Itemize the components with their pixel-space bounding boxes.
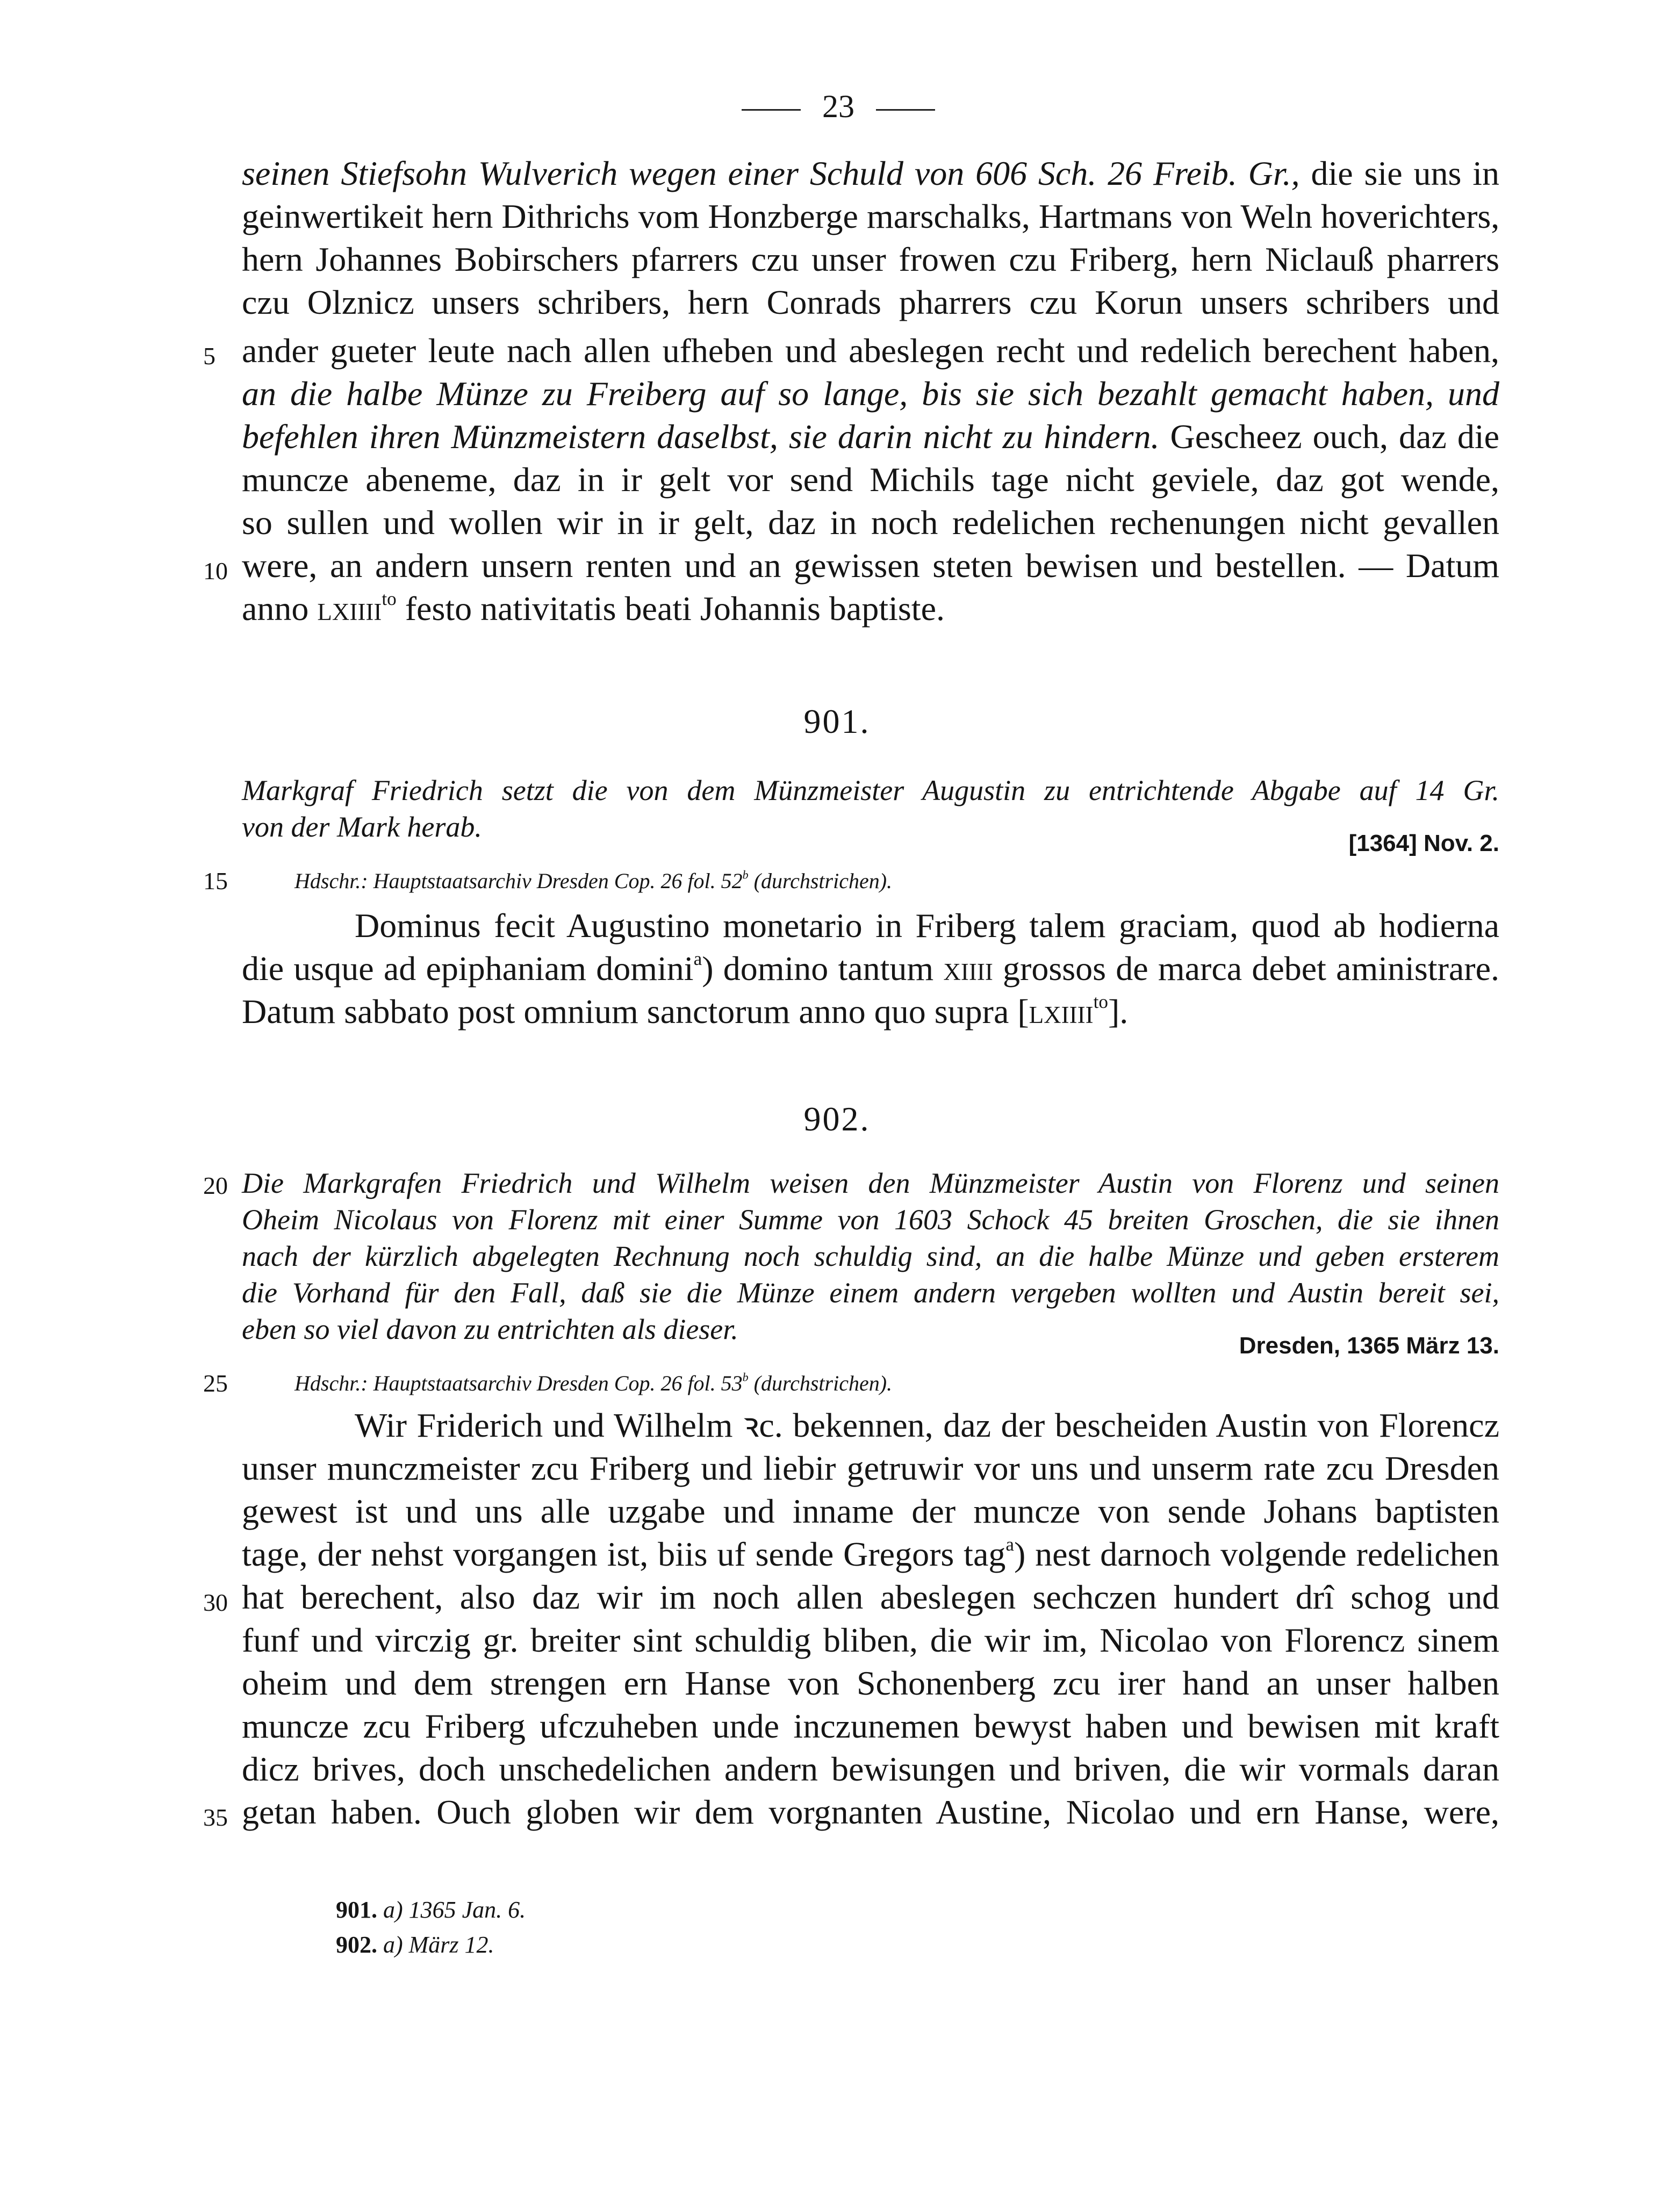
regest-line: Oheim Nicolaus von Florenz mit einer Summe von 1603 Schock 45 breiten Groschen, die sie ihnen	[242, 1204, 1499, 1236]
line-number: 10	[203, 557, 228, 585]
text-line: Datum sabbato post omnium sanctorum anno quo supra [lxiiii$^{to}$].	[242, 991, 1129, 1031]
page-number: 23	[720, 85, 957, 128]
text-line: getan haben. Ouch globen wir dem vorgnanten Austine, Nicolao und ern Hanse, were,	[242, 1793, 1499, 1831]
text-line: anno lxiiii$^{to}$ festo nativitatis beati Johannis baptiste.	[242, 588, 945, 628]
text-line: funf und virczig gr. breiter sint schuldig bliben, die wir im, Nicolao von Florencz sinem	[242, 1621, 1499, 1659]
document-date: [1364] Nov. 2.	[1348, 830, 1499, 856]
text-line: oheim und dem strengen ern Hanse von Schonenberg zcu irer hand an unser halben	[242, 1664, 1499, 1702]
footnote: 901. a) 1365 Jan. 6.	[336, 1897, 526, 1923]
rule-left	[742, 109, 801, 111]
text-line: befehlen ihren Münzmeistern daselbst, sie darin nicht zu hindern. Gescheez ouch, daz die	[242, 417, 1500, 456]
document-number: 902.	[803, 1100, 871, 1138]
text-line: geinwertikeit hern Dithrichs vom Honzberge marschalks, Hartmans von Weln hoverichters,	[242, 197, 1500, 235]
source-note: Hdschr.: Hauptstaatsarchiv Dresden Cop. 26 fol. 52$^b$ (durchstrichen).	[294, 868, 893, 893]
text-line: unser munczmeister zcu Friberg und liebir getruwir vor uns und unserm rate zcu Dresden	[242, 1449, 1499, 1487]
text-line: Wir Friderich und Wilhelm ꝛc. bekennen, daz der bescheiden Austin von Florencz	[355, 1406, 1499, 1444]
text-line: were, an andern unsern renten und an gewissen steten bewisen und bestellen. — Datum	[242, 546, 1499, 585]
line-number: 15	[203, 867, 228, 895]
text-line: czu Olznicz unsers schribers, hern Conrads pharrers czu Korun unsers schribers und	[242, 283, 1499, 321]
rule-right	[876, 109, 935, 111]
text-line: ander gueter leute nach allen ufheben und abeslegen recht und redelich berechent haben,	[242, 332, 1499, 370]
source-note: Hdschr.: Hauptstaatsarchiv Dresden Cop. 26 fol. 53$^b$ (durchstrichen).	[294, 1370, 893, 1395]
regest-line: die Vorhand für den Fall, daß sie die Münze einem andern vergeben wollten und Austin bereit sei,	[242, 1277, 1499, 1309]
document-date: Dresden, 1365 März 13.	[1239, 1332, 1499, 1359]
regest-line: Markgraf Friedrich setzt die von dem Münzmeister Augustin zu entrichtende Abgabe auf 14 Gr.	[242, 774, 1499, 806]
regest-line: nach der kürzlich abgelegten Rechnung noch schuldig sind, an die halbe Münze und geben ersterem	[242, 1240, 1499, 1272]
text-line: hat berechent, also daz wir im noch allen abeslegen sechczen hundert drî schog und	[242, 1578, 1499, 1616]
regest-line: Die Markgrafen Friedrich und Wilhelm weisen den Münzmeister Austin von Florenz und seinen	[242, 1167, 1499, 1199]
text-line: muncze abeneme, daz in ir gelt vor send Michils tage nicht geviele, daz got wende,	[242, 460, 1499, 499]
text-line: die usque ad epiphaniam domini$^a$) domino tantum xiiii grossos de marca debet aministrare.	[242, 948, 1500, 988]
footnote: 902. a) März 12.	[336, 1932, 494, 1958]
text-line: so sullen und wollen wir in ir gelt, daz in noch redelichen rechenungen nicht gevallen	[242, 503, 1499, 542]
text-line: Dominus fecit Augustino monetario in Friberg talem graciam, quod ab hodierna	[355, 906, 1499, 945]
line-number: 35	[203, 1804, 228, 1831]
line-number: 30	[203, 1589, 228, 1616]
text-line: tage, der nehst vorgangen ist, biis uf sende Gregors tag$^a$) nest darnoch volgende redelichen	[242, 1533, 1500, 1573]
line-number: 20	[203, 1172, 228, 1199]
regest-line: von der Mark herab.	[242, 811, 482, 843]
text-line: muncze zcu Friberg ufczuheben unde inczunemen bewyst haben und bewisen mit kraft	[242, 1707, 1499, 1745]
text-line: gewest ist und uns alle uzgabe und inname der muncze von sende Johans baptisten	[242, 1492, 1499, 1530]
regest-line: eben so viel davon zu entrichten als dieser.	[242, 1313, 738, 1345]
text-line: hern Johannes Bobirschers pfarrers czu unser frowen czu Friberg, hern Niclauß pharrers	[242, 240, 1499, 278]
line-number: 25	[203, 1370, 228, 1397]
text-line: dicz brives, doch unschedelichen andern bewisungen und briven, die wir vormals daran	[242, 1750, 1499, 1788]
line-number: 5	[203, 342, 215, 370]
text-line: seinen Stiefsohn Wulverich wegen einer Schuld von 606 Sch. 26 Freib. Gr., die sie uns in	[242, 154, 1500, 192]
text-line: an die halbe Münze zu Freiberg auf so lange, bis sie sich bezahlt gemacht haben, und	[242, 374, 1499, 413]
document-number: 901.	[803, 702, 871, 740]
